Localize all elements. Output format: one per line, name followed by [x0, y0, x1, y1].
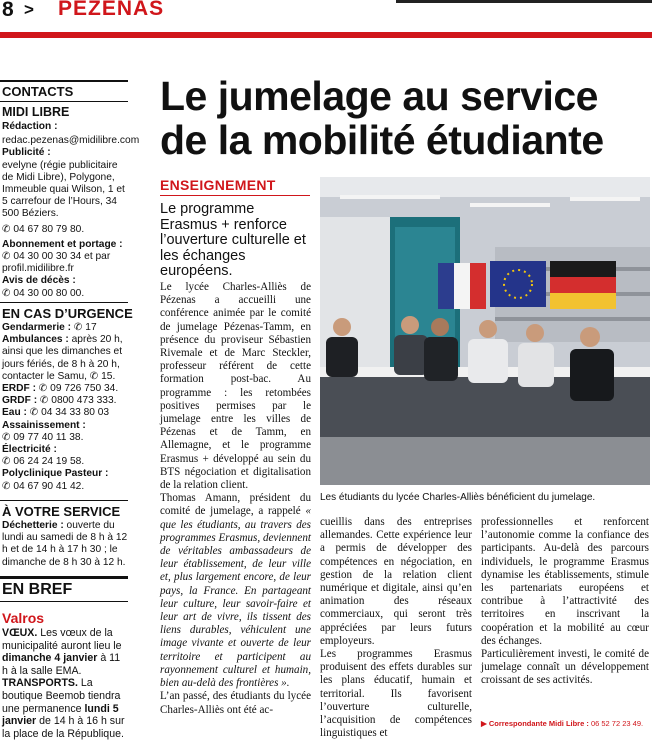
erdf-text: ✆ 09 726 750 34. — [35, 383, 119, 395]
decheterie-label: Déchetterie : — [2, 520, 64, 531]
gendarmerie-text: ✆ 17 — [71, 322, 97, 333]
voeux-date: dimanche 4 janvier — [2, 652, 98, 665]
voeux-label: VŒUX. — [2, 627, 38, 639]
decheterie-text: ouverte du lundi au samedi de 8 h à 12 h et de 14 h à 17 h 30 ; le dimanche de 8 h 30 à 12 h. — [2, 520, 128, 568]
grdf-label: GRDF : — [2, 395, 38, 407]
redaction-email[interactable]: redac.pezenas@midilibre.com — [2, 135, 140, 147]
transports-date: 5 janvier — [2, 702, 119, 728]
assainissement-text: ✆ 09 77 40 11 38. — [2, 431, 84, 443]
service-block — [2, 520, 128, 569]
author-credit — [481, 719, 643, 728]
sidebar-rule — [0, 500, 128, 501]
contacts-block — [2, 121, 140, 300]
sidebar-rule — [0, 302, 128, 303]
bref-title: EN BREF — [2, 581, 73, 598]
valros-title: Valros — [2, 610, 45, 626]
paragraph: Thomas Amann, président du comité de jumelage, a rappelé — [160, 492, 311, 518]
electricite-text: ✆ 06 24 24 19 58. — [2, 456, 85, 468]
credit-label: ▶ Correspondante Midi Libre : — [481, 719, 591, 728]
article-headline: Le jumelage au service de la mobilité étudiante — [160, 73, 604, 163]
abonnement-text: ✆ 04 30 00 30 34 et par profil.midilibre.fr — [2, 251, 111, 275]
ambulances-label: Ambulances : — [2, 334, 69, 346]
assainissement-label: Assainissement : — [2, 419, 86, 431]
credit-phone: 06 52 72 23 49. — [590, 719, 644, 728]
abonnement-label: Abonnement et portage : — [2, 238, 123, 250]
polyclinique-label: Polyclinique Pasteur : — [2, 468, 109, 480]
red-band — [0, 32, 652, 38]
publicite-label: Publicité : — [2, 147, 51, 159]
service-title: À VOTRE SERVICE — [2, 504, 121, 519]
redaction-label: Rédaction : — [2, 121, 58, 132]
paragraph: professionnelles et renforcent l’autonomie comme la confiance des participants. Au-delà des parcours individuels, le programme Erasmus dynamise les établissements, stimule les partenariats européens et contribue à l’attractivité des territoires en inscrivant la coopération et la mobilité au cœur des échanges. — [481, 516, 649, 647]
electricite-label: Électricité : — [2, 444, 57, 456]
header-rule — [396, 0, 652, 3]
grdf-text: ✆ 0800 473 333. — [37, 395, 117, 407]
article-column-1 — [160, 281, 311, 717]
transports-label: TRANSPORTS. — [2, 677, 78, 690]
photo-illustration — [320, 177, 650, 485]
erdf-label: ERDF : — [2, 383, 36, 395]
article-column-2 — [320, 516, 472, 740]
paragraph: L’an passé, des étudiants du lycée Charles-Alliès ont été ac- — [160, 690, 311, 716]
paragraph: Le lycée Charles-Alliès de Pézenas a accueilli une conférence animée par le comité de jumelage Pézenas-Tamm, en présence du proviseur Sébastien Rivemale et de Marc Steckler, professeur référent de cette formation post-bac. Au programme : les retombées positives permises par le jumelage entre les villes de Pézenas et de Tamm, en Allemagne, et le programme Erasmus + développé au sein du BTS négociation et digitalisation de la relation client. — [160, 281, 311, 492]
article-photo — [320, 177, 650, 485]
publicite-phone: ✆ 04 67 80 79 80. — [2, 223, 85, 235]
transports-text-2: de 14 h à 16 h sur la place de la République. — [2, 715, 125, 740]
sidebar-rule — [0, 80, 128, 82]
article-column-3 — [481, 516, 649, 688]
sidebar-rule — [0, 101, 128, 102]
section-title: PEZENAS — [58, 0, 165, 20]
deces-phone: ✆ 04 30 00 80 00. — [2, 287, 85, 299]
voeux-text-1: Les vœux de la municipalité auront lieu le — [2, 627, 122, 652]
urgence-block — [2, 322, 128, 493]
eau-label: Eau : — [2, 407, 27, 419]
chevron-right-icon: > — [24, 0, 34, 19]
article-deck: Le programme Erasmus + renforce l’ouverture culturelle et les échanges européens. — [160, 201, 306, 279]
paragraph: Particulièrement investi, le comité de jumelage connaît un développement croissant de ses activités. — [481, 648, 649, 687]
gendarmerie-label: Gendarmerie : — [2, 322, 72, 333]
paragraph: Les programmes Erasmus produisent des effets durables sur les plans éducatif, humain et territorial. Ils favorisent l’ouverture culturelle, l’acquisition de compétences linguistiques et — [320, 648, 472, 740]
urgence-title: EN CAS D’URGENCE — [2, 306, 133, 321]
page-number: 8 — [2, 0, 14, 21]
paragraph: cueillis dans des entreprises allemandes. Cette expérience leur a permis de développer des compétences en négociation, en gestion de la relation client numérique et digitale, ainsi qu’en animation des réseaux commerciaux, qui seront très appréciées par leurs futurs employeurs. — [320, 516, 472, 647]
midilibre-title: MIDI LIBRE — [2, 105, 70, 119]
contacts-title: CONTACTS — [2, 84, 74, 99]
deces-label: Avis de décès : — [2, 275, 76, 287]
transports-day: lundi — [84, 702, 110, 715]
ambulances-text: après 20 h, ainsi que les dimanches et jours fériés, de 8 h à 20 h, contacter le Samu, ✆ 15. — [2, 334, 123, 382]
transports-text-1: La boutique Beemob tiendra une permanence — [2, 677, 121, 715]
sidebar-rule — [0, 576, 128, 579]
article-kicker: ENSEIGNEMENT — [160, 177, 276, 193]
photo-caption: Les étudiants du lycée Charles-Alliès bénéficient du jumelage. — [320, 492, 596, 503]
kicker-rule — [160, 195, 310, 196]
eau-text: ✆ 04 34 33 80 03 — [26, 407, 110, 419]
voeux-text-2: à 11 h à la salle EMA. — [2, 652, 121, 677]
publicite-text: evelyne (régie publicitaire de Midi Libre), Polygone, Immeuble quai Wilson, 1 et 5 carrefour de l’Hours, 34 500 Béziers. — [2, 159, 125, 220]
bref-block — [2, 627, 128, 740]
polyclinique-text: ✆ 04 67 90 41 42. — [2, 480, 85, 492]
sidebar-rule — [0, 601, 128, 602]
quote: « que les étudiants, au travers des programmes Erasmus, deviennent de véritables ambassadeurs de leur établissement, de leur ville et, plus largement encore, de leur pays, la France. En partageant leur culture, leur savoir-faire et leur art de vivre, ils tissent des liens durables, véhiculent une image vivante et ouverte de leur territoire et participent au rayonnement culturel et humain, bien au-delà des frontières ». — [160, 505, 311, 690]
